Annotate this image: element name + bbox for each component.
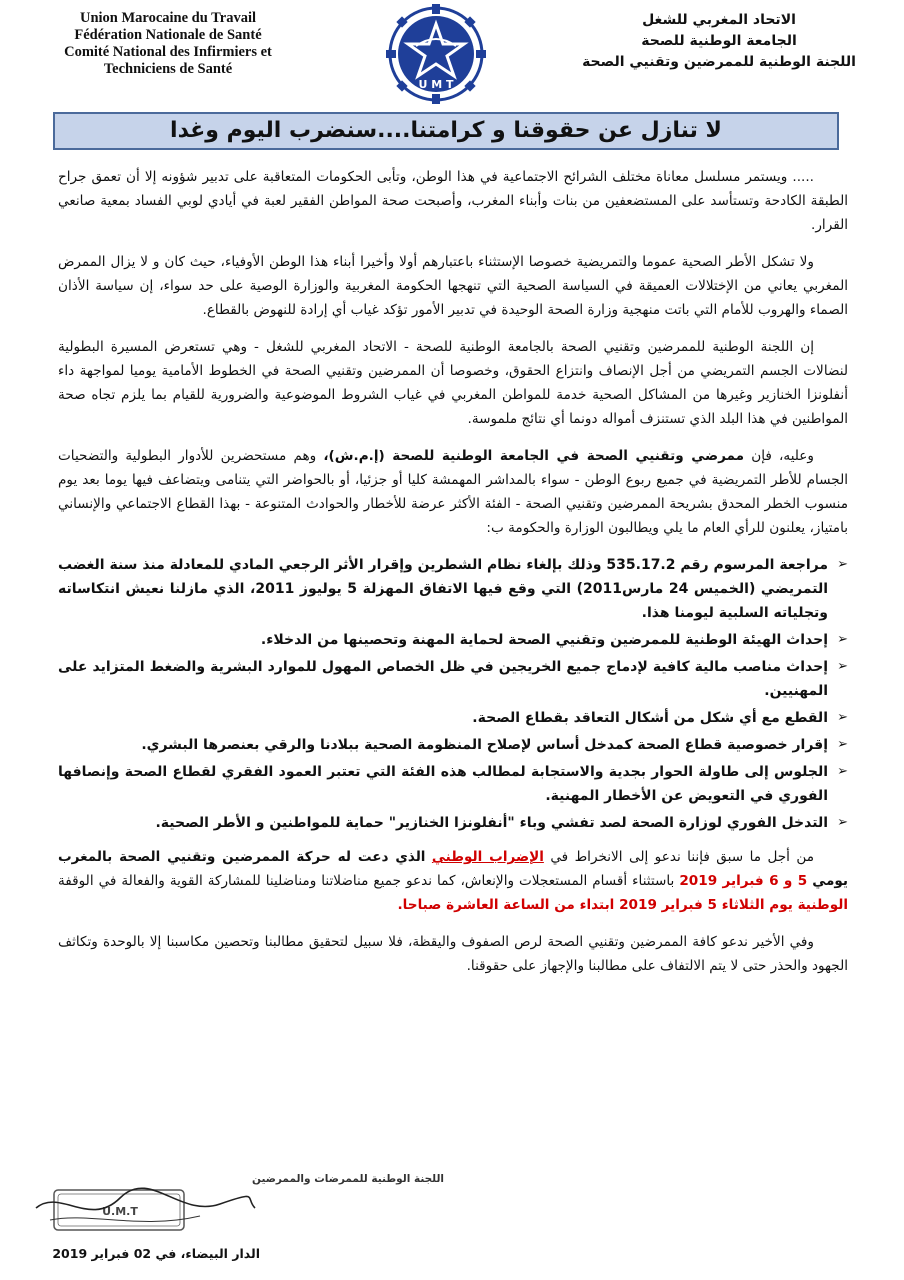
org-line-4: Techniciens de Santé [103,61,233,77]
list-item: ➢ التدخل الفوري لوزارة الصحة لصد تفشي وباء "أنفلونزا الخنازير" حماية للمواطنين و الأطر الصحية. [58,811,828,835]
umt-logo-icon [376,2,496,110]
list-item: ➢ مراجعة المرسوم رقم 535.17.2 وذلك بإلغاء نظام الشطرين وإقرار الأثر الرجعي المادي للمعادلة منذ سنة الغضب التمريضي (الخميس 24 مارس2011) التي وقع فيها الاتفاق المهزلة 5 يوليوز 2011، الذي مازلنا نعيش انتكاساته وتجلياته السلبية ليومنا هذا. [58,553,828,625]
strike-paragraph: من أجل ما سبق فإننا ندعو إلى الانخراط في الإضراب الوطني الذي دعت له حركة الممرضين وتقنيي الصحة بالمغرب يومي 5 و 6 فبراير 2019 باستثناء أقسام المستعجلات والإنعاش، كما ندعو جميع مناضلاتنا ومناضلينا للمشاركة القوية والفعالة في الوقفة الوطنية يوم الثلاثاء 5 فبراير 2019 ابتداء من الساعة العاشرة صباحا. [58,849,849,913]
strike-dates: 5 و 6 فبراير 2019 [679,873,808,889]
header-left-org [18,10,318,78]
paragraph-1: ..... ويستمر مسلسل معاناة مختلف الشرائح الاجتماعية في هذا الوطن، وتأبى الحكومات المتعاقبة على تدبير شؤونه إلا أن تعمق جراح الطبقة الكادحة وتستأسد على المستضعفين من بنات وأبناء المغرب، وأصبحت صحة المواطن الفقير لعبة في أيادي لوبي الفساد بمعية صانعي القرار. [58,169,848,233]
stamp-text: U.M.T [102,1205,138,1218]
p4-rest: وهم مستحضرين للأدوار البطولية والتضحيات الجسام للأطر التمريضية في جميع ربوع الوطن - سواء بالمداشر المهمشة كليا أو جزئيا، أو بالحواضر التي يتنامى ويتضاعف فيها يوما بعد يوم منسوب الخطر المحدق بشريحة الممرضين وتقنيي الصحة - الفئة الأكثر عرضة للأخطار والحوادث المتنوعة - بهذا القطاع الاجتماعي والإنساني بامتياز، يعلنون للرأي العام ما يلي ويطالبون الوزارة والحكومة ب: [58,448,848,536]
org-ar-line-3: اللجنة الوطنية للممرضين وتقنيي الصحة [582,54,856,70]
stamp-signature [30,1168,445,1240]
arrow-bullet-icon: ➢ [837,632,848,647]
document-title: لا تنازل عن حقوقنا و كرامتنا....سنضرب اليوم وغدا [53,112,839,150]
header-right-org [554,10,884,73]
list-item: ➢ القطع مع أي شكل من أشكال التعاقد بقطاع الصحة. [58,706,828,730]
org-line-1: Union Marocaine du Travail [79,10,257,26]
list-item: ➢ إحداث الهيئة الوطنية للممرضين وتقنيي الصحة لحماية المهنة وتحصينها من الدخلاء. [58,628,828,652]
list-item: ➢ إقرار خصوصية قطاع الصحة كمدخل أساس لإصلاح المنظومة الصحية ببلادنا والرقي بعنصرها البشري. [58,733,828,757]
logo-letters: U M T [418,78,454,91]
arrow-bullet-icon: ➢ [837,710,848,725]
arrow-bullet-icon: ➢ [837,815,848,830]
arrow-bullet-icon: ➢ [837,737,848,752]
date-line: الدار البيضاء، في 02 فبراير 2019 [52,1246,260,1261]
demands-list [58,553,848,835]
p4-start: وعليه، فإن [751,448,814,464]
arrow-bullet-icon: ➢ [837,764,848,779]
arrow-bullet-icon: ➢ [837,557,848,572]
national-strike-highlight: الإضراب الوطني [431,849,544,865]
sit-in-date: الوطنية يوم الثلاثاء 5 فبراير 2019 ابتداء من الساعة العاشرة صباحا. [397,897,848,913]
list-item: ➢ إحداث مناصب مالية كافية لإدماج جميع الخريجين في ظل الخصاص المهول للموارد البشرية والضغط المتزايد على المهنيين. [58,655,828,703]
paragraph-3: إن اللجنة الوطنية للممرضين وتقنيي الصحة بالجامعة الوطنية للصحة - الاتحاد المغربي للشغل - وهي تستعرض المسيرة البطولية لنضالات الجسم التمريضي من أجل الإنصاف وانتزاع الحقوق، وخصوصا أن الممرضين وتقنيي الصحة في الخطوط الأمامية يوميا لمواجهة داء أنفلونزا الخنازير وغيرها من المشاكل الصحية خدمة للمواطن المغربي في غياب الشروط الموضوعية والضرورية للقيام بما يلزم تجاه صحة المواطنين في هذا البلد الذي تستنزف أمواله دونما أي نتائج ملموسة. [58,339,848,427]
org-line-3: Comité National des Infirmiers et [64,44,272,60]
org-ar-line-1: الاتحاد المغربي للشغل [642,12,796,28]
org-ar-line-2: الجامعة الوطنية للصحة [641,33,797,49]
signature-committee: اللجنة الوطنية للممرضات والممرضين [252,1173,445,1185]
paragraph-4 [58,444,848,540]
list-item: ➢ الجلوس إلى طاولة الحوار بجدية والاستجابة لمطالب هذه الفئة التي تعتبر العمود الفقري لقطاع الصحة وإنصافها الفوري في التعويض عن الأخطار المهنية. [58,760,828,808]
closing-paragraph: وفي الأخير ندعو كافة الممرضين وتقنيي الصحة لرص الصفوف واليقظة، فلا سبيل لتحقيق مطالبنا وتحصين مكاسبنا إلا بالوحدة وتكاثف الجهود والحذر حتى لا يتم الالتفاف على مطالبنا والإجهاز على حقوقنا. [58,934,848,974]
p4-bold: ممرضي وتقنيي الصحة في الجامعة الوطنية للصحة (إ.م.ش)، [323,448,745,464]
document-body [58,165,848,991]
paragraph-2: ولا تشكل الأطر الصحية عموما والتمريضية خصوصا الإستثناء باعتبارهم أولا وأخيرا أبناء هذا الوطن الأوفياء، حيث كان و لا يزال الممرض المغربي يعاني من الإختلالات العميقة في السياسة الصحية التي تنهجها الحكومة المغربية والوزارة الوصية على حد سواء، إن سياسة الأذان الصماء والهروب للأمام التي باتت منهجية وزارة الصحة الوحيدة في تدبير الأمور تؤكد غياب أي إرادة للنهوض بالقطاع. [58,254,848,318]
org-line-2: Fédération Nationale de Santé [74,27,262,43]
arrow-bullet-icon: ➢ [837,659,848,674]
